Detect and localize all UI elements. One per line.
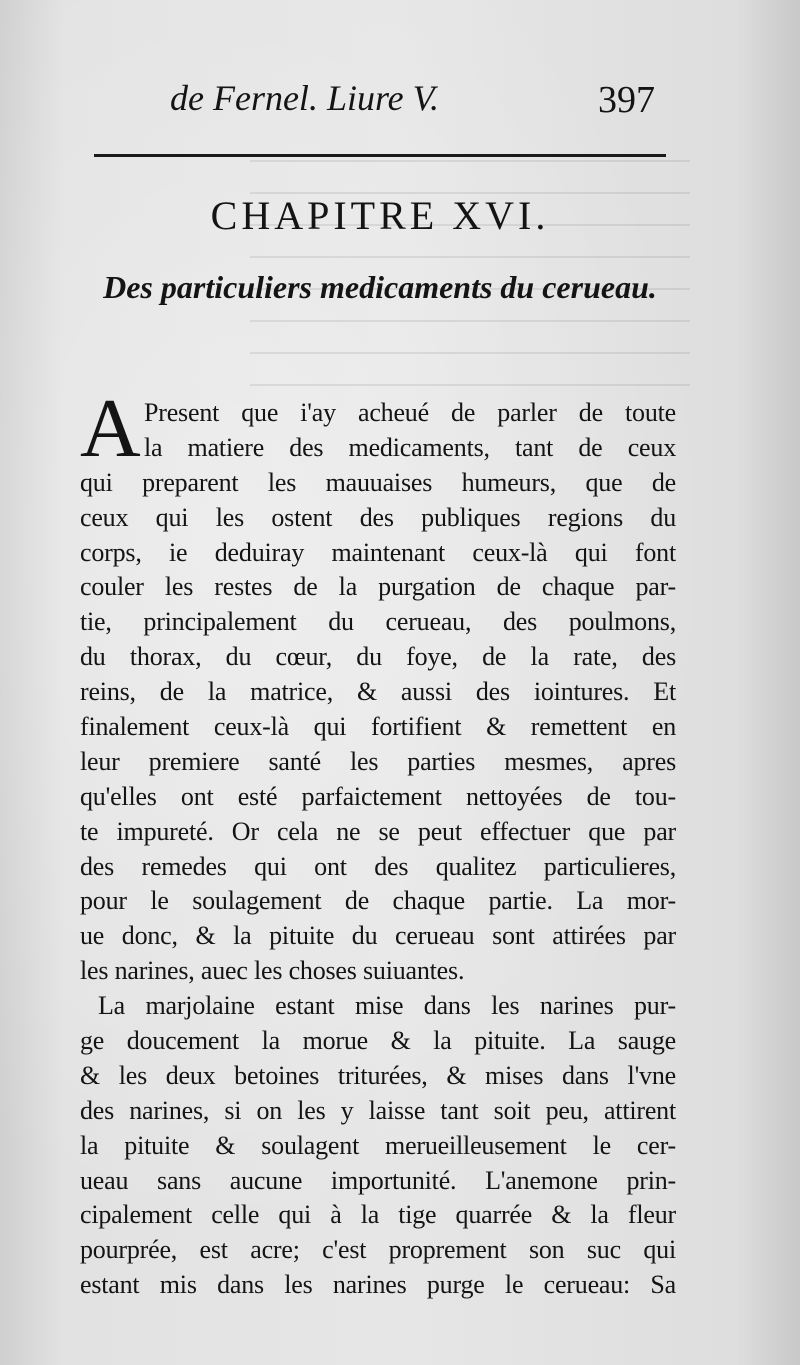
text-line: cipalement celle qui à la tige quarrée & la fleur xyxy=(80,1200,676,1230)
text-line: du thorax, du cœur, du foye, de la rate, des xyxy=(80,642,676,672)
text-line: qu'elles ont esté parfaictement nettoyées de tou- xyxy=(80,781,676,811)
text-line: pour le soulagement de chaque partie. La mor- xyxy=(80,886,676,916)
text-line: pourprée, est acre; c'est proprement son suc qui xyxy=(80,1235,676,1265)
text-line: finalement ceux-là qui fortifient & remettent en xyxy=(80,712,676,742)
text-line: reins, de la matrice, & aussi des iointures. Et xyxy=(80,677,676,707)
text-line: & les deux betoines triturées, & mises dans l'vne xyxy=(80,1060,676,1090)
text-line: La marjolaine estant mise dans les narines pur- xyxy=(98,991,676,1021)
page-number: 397 xyxy=(598,79,655,121)
text-line: les narines, auec les choses suiuantes. xyxy=(80,956,465,986)
text-line: la pituite & soulagent merueilleusement le cer- xyxy=(80,1130,676,1160)
chapter-title: CHAPITRE XVI. xyxy=(210,193,550,238)
text-line: tie, principalement du cerueau, des poulmons, xyxy=(80,607,676,637)
text-line: ge doucement la morue & la pituite. La sauge xyxy=(80,1026,676,1056)
text-line: Present que i'ay acheué de parler de toute xyxy=(144,398,676,427)
text-line: qui preparent les mauuaises humeurs, que de xyxy=(80,467,676,497)
text-line: ueau sans aucune importunité. L'anemone prin- xyxy=(80,1165,676,1195)
chapter-subtitle: Des particuliers medicaments du cerueau. xyxy=(103,269,657,305)
text-line: estant mis dans les narines purge le cerueau: Sa xyxy=(80,1270,676,1300)
text-line: des remedes qui ont des qualitez particulieres, xyxy=(80,851,676,881)
text-line: te impureté. Or cela ne se peut effectuer que par xyxy=(80,816,676,846)
text-line: des narines, si on les y laisse tant soit peu, attirent xyxy=(80,1095,676,1125)
text-line: ue donc, & la pituite du cerueau sont attirées par xyxy=(80,921,676,951)
header-rule xyxy=(94,154,666,157)
running-head: de Fernel. Liure V. xyxy=(170,78,439,118)
drop-cap: A xyxy=(80,382,141,475)
text-line: leur premiere santé les parties mesmes, apres xyxy=(80,746,676,776)
text-line: couler les restes de la purgation de chaque par- xyxy=(80,572,676,602)
text-line: la matiere des medicaments, tant de ceux xyxy=(144,432,676,462)
body-text xyxy=(80,382,676,1306)
text-line: ceux qui les ostent des publiques regions du xyxy=(80,502,676,532)
text-line: corps, ie deduiray maintenant ceux-là qui font xyxy=(80,537,676,567)
